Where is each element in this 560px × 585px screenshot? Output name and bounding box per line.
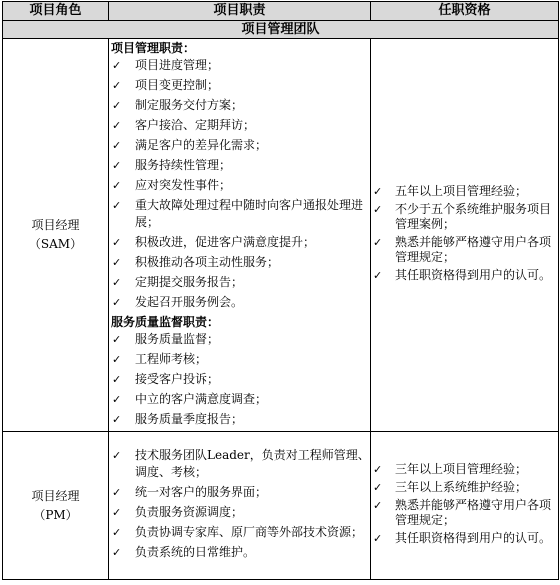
list-item-text: 技术服务团队Leader，负责对工程师管理、调度、考核； [135, 448, 370, 479]
list-item [109, 157, 370, 174]
check-icon: ✓ [112, 332, 122, 346]
role-cell-sam [3, 39, 109, 432]
quals-cell-pm [371, 432, 559, 580]
list-item [109, 371, 370, 388]
quals-list-sam [371, 184, 558, 283]
list-item [109, 97, 370, 114]
list-item [109, 524, 370, 541]
header-qualifications: 任职资格 [371, 2, 559, 21]
responsibility-table [2, 1, 559, 580]
list-item [109, 254, 370, 271]
check-icon: ✓ [112, 392, 122, 406]
list-item-text: 其任职资格得到用户的认可。 [395, 531, 552, 545]
check-icon: ✓ [112, 78, 122, 92]
list-item [109, 77, 370, 94]
list-item [371, 268, 558, 283]
header-role: 项目角色 [3, 2, 109, 21]
check-icon: ✓ [373, 499, 383, 512]
list-item [109, 391, 370, 408]
list-item-text: 服务质量监督； [135, 331, 220, 346]
check-icon: ✓ [112, 138, 122, 152]
check-icon: ✓ [373, 185, 383, 198]
check-icon: ✓ [373, 463, 383, 476]
check-icon: ✓ [112, 255, 122, 269]
check-icon: ✓ [373, 236, 383, 249]
check-icon: ✓ [112, 158, 122, 172]
list-item [109, 117, 370, 134]
list-item-text: 定期提交服务报告； [135, 274, 244, 289]
list-item-text: 负责协调专家库、原厂商等外部技术资源； [135, 525, 364, 539]
list-item [371, 480, 558, 495]
list-item [109, 504, 370, 521]
table-row-sam [3, 39, 559, 432]
list-item-text: 工程师考核； [135, 351, 208, 366]
section-title: 项目管理团队 [3, 21, 559, 39]
list-item [109, 351, 370, 368]
list-item [371, 498, 558, 528]
quals-list-pm [371, 462, 558, 546]
check-icon: ✓ [112, 275, 122, 289]
list-item-text: 熟悉并能够严格遵守用户各项管理规定； [395, 235, 552, 264]
check-icon: ✓ [112, 98, 122, 112]
pm-duties-list [109, 447, 370, 561]
list-item [109, 197, 370, 231]
list-item [109, 234, 370, 251]
list-item [109, 274, 370, 291]
mgmt-duties-title: 项目管理职责： [111, 40, 196, 55]
check-icon: ✓ [112, 546, 122, 559]
check-icon: ✓ [373, 532, 383, 545]
list-item [109, 411, 370, 428]
list-item-text: 发起召开服务例会。 [135, 294, 244, 309]
list-item-text: 负责服务资源调度； [135, 505, 244, 519]
list-item-text: 项目进度管理； [135, 57, 220, 72]
check-icon: ✓ [112, 58, 122, 72]
mgmt-duties-list [109, 57, 370, 311]
list-item [109, 484, 370, 501]
header-row [3, 2, 559, 21]
check-icon: ✓ [112, 449, 122, 462]
quals-cell-sam [371, 39, 559, 432]
list-item [371, 202, 558, 232]
check-icon: ✓ [112, 526, 122, 539]
check-icon: ✓ [112, 295, 122, 309]
list-item [371, 531, 558, 546]
list-item [109, 57, 370, 74]
check-icon: ✓ [112, 352, 122, 366]
list-item-text: 重大故障处理过程中随时向客户通报处理进展； [135, 197, 364, 229]
role-name: 项目经理 [31, 488, 80, 503]
check-icon: ✓ [112, 412, 122, 426]
list-item-text: 熟悉并能够严格遵守用户各项管理规定； [395, 498, 552, 527]
check-icon: ✓ [112, 486, 122, 499]
list-item-text: 服务持续性管理； [135, 157, 232, 172]
check-icon: ✓ [373, 203, 383, 216]
list-item-text: 应对突发性事件； [135, 177, 232, 192]
list-item-text: 中立的客户满意度调查； [135, 391, 268, 406]
role-abbr: （PM） [33, 507, 78, 522]
list-item-text: 不少于五个系统维护服务项目管理案例； [395, 202, 552, 231]
list-item [109, 447, 370, 481]
list-item [109, 544, 370, 561]
check-icon: ✓ [112, 235, 122, 249]
check-icon: ✓ [112, 506, 122, 519]
check-icon: ✓ [112, 118, 122, 132]
check-icon: ✓ [112, 372, 122, 386]
check-icon: ✓ [373, 481, 383, 494]
list-item [371, 462, 558, 477]
quality-duties-title: 服务质量监督职责： [111, 314, 220, 329]
list-item-text: 积极推动各项主动性服务； [135, 254, 280, 269]
list-item-text: 服务质量季度报告； [135, 411, 244, 426]
list-item-text: 项目变更控制； [135, 77, 220, 92]
duties-cell-pm [109, 432, 371, 580]
list-item-text: 五年以上项目管理经验； [395, 184, 528, 198]
list-item-text: 满足客户的差异化需求； [135, 137, 268, 152]
table-row-pm [3, 432, 559, 580]
list-item [371, 235, 558, 265]
list-item-text: 负责系统的日常维护。 [135, 545, 256, 559]
list-item [371, 184, 558, 199]
check-icon: ✓ [112, 198, 122, 212]
list-item [109, 331, 370, 348]
list-item-text: 客户接洽、定期拜访； [135, 117, 256, 132]
role-cell-pm [3, 432, 109, 580]
role-abbr: （SAM） [28, 237, 83, 251]
list-item-text: 统一对客户的服务界面； [135, 485, 268, 499]
role-name: 项目经理 [31, 218, 80, 232]
list-item-text: 制定服务交付方案； [135, 97, 244, 112]
list-item-text: 三年以上系统维护经验； [395, 480, 528, 494]
list-item [109, 177, 370, 194]
section-row [3, 21, 559, 39]
list-item-text: 其任职资格得到用户的认可。 [395, 268, 552, 282]
list-item [109, 137, 370, 154]
check-icon: ✓ [112, 178, 122, 192]
list-item-text: 积极改进，促进客户满意度提升； [135, 234, 316, 249]
list-item-text: 三年以上项目管理经验； [395, 462, 528, 476]
list-item-text: 接受客户投诉； [135, 371, 220, 386]
duties-cell-sam [109, 39, 371, 432]
check-icon: ✓ [373, 269, 383, 282]
list-item [109, 294, 370, 311]
quality-duties-list [109, 331, 370, 428]
header-duties: 项目职责 [109, 2, 371, 21]
